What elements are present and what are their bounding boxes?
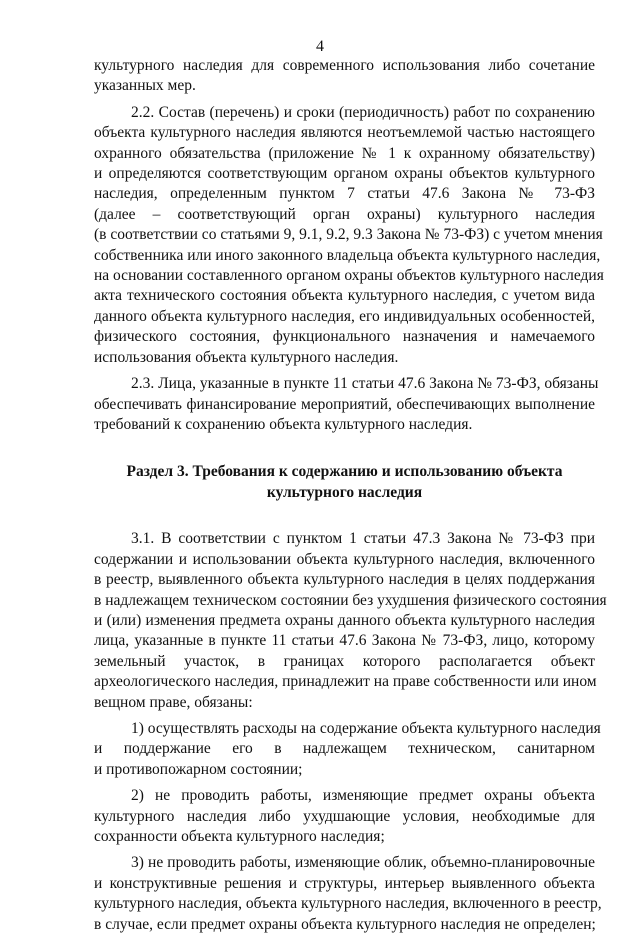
text-line: сохранности объекта культурного наследия;	[94, 828, 385, 845]
text-line: 3) не проводить работы, изменяющие облик, объемно-планировочные	[131, 854, 595, 872]
paragraph-intro	[94, 56, 595, 97]
text-line: собственника или иного законного владельца объекта культурного наследия,	[94, 246, 601, 264]
text-line: вещном праве, обязаны:	[94, 693, 253, 711]
text-line: земельный участок, в границах которого располагается объект	[94, 652, 595, 670]
paragraph-2-2	[94, 103, 604, 368]
text-line: и противопожарном состоянии;	[94, 760, 303, 778]
text-line: 2.2. Состав (перечень) и сроки (периодичность) работ по сохранению	[131, 103, 595, 121]
text-line: указанных мер.	[94, 77, 196, 95]
text-line: культурного наследия, объекта культурного наследия, включенного в реестр,	[94, 895, 602, 913]
text-line: лица, указанные в пункте 11 статьи 47.6 Закона № 73-ФЗ, лицо, которому	[94, 632, 595, 650]
text-line: охранного обязательства (приложение № 1 к охранному обязательству)	[94, 144, 595, 162]
text-line: в надлежащем техническом состоянии без ухудшения физического состояния	[94, 591, 607, 609]
text-line: обеспечивать финансирование мероприятий, обеспечивающих выполнение	[94, 395, 595, 413]
paragraph-2-3	[94, 374, 599, 435]
heading-line: Раздел 3. Требования к содержанию и использованию объекта	[126, 463, 563, 481]
text-line: акта технического состояния объекта культурного наследия, с учетом вида	[94, 287, 595, 305]
text-line: данного объекта культурного наследия, его индивидуальных особенностей,	[94, 307, 595, 325]
text-line: и поддержание его в надлежащем техническом, санитарном	[94, 740, 595, 758]
text-line: наследия, определенным пунктом 7 статьи 47.6 Закона № 73-ФЗ	[94, 185, 595, 203]
text-line: в реестр, выявленного объекта культурного наследия в целях поддержания	[94, 571, 595, 589]
text-line: 2) не проводить работы, изменяющие предмет охраны объекта	[131, 787, 595, 805]
text-line: объекта культурного наследия являются неотъемлемой частью настоящего	[94, 124, 595, 142]
text-line: в случае, если предмет охраны объекта культурного наследия не определен;	[94, 915, 596, 933]
text-line: и определяются соответствующим органом охраны объектов культурного	[94, 165, 595, 183]
heading-line: культурного наследия	[266, 484, 423, 502]
text-line: и (или) изменения предмета охраны данного объекта культурного наследия	[94, 611, 595, 629]
text-line: и конструктивные решения и структуры, интерьер выявленного объекта	[94, 874, 595, 892]
text-line: (в соответствии со статьями 9, 9.1, 9.2, 9.3 Закона № 73-ФЗ) с учетом мнения	[94, 226, 603, 244]
text-line: археологического наследия, принадлежит на праве собственности или ином	[94, 673, 597, 691]
list-item-1	[94, 719, 601, 780]
section-3-heading	[94, 461, 595, 503]
list-item-3	[94, 853, 602, 935]
text-line: использования объекта культурного наследия.	[94, 348, 399, 366]
text-line: 3.1. В соответствии с пунктом 1 статьи 47.3 Закона № 73-ФЗ при	[131, 530, 595, 548]
text-line: на основании составленного органом охраны объектов культурного наследия	[94, 267, 604, 285]
paragraph-3-1	[94, 529, 607, 713]
text-line: культурного наследия для современного использования либо сочетание	[94, 57, 595, 74]
list-item-2	[94, 786, 595, 847]
text-line: (далее – соответствующий орган охраны) культурного наследия	[94, 205, 595, 223]
text-line: 2.3. Лица, указанные в пункте 11 статьи 47.6 Закона № 73-ФЗ, обязаны	[131, 375, 599, 393]
text-line: физического состояния, функционального назначения и намечаемого	[94, 328, 595, 346]
text-line: содержании и использовании объекта культурного наследия, включенного	[94, 550, 595, 568]
text-line: требований к сохранению объекта культурного наследия.	[94, 415, 473, 433]
text-line: культурного наследия либо ухудшающие условия, необходимые для	[94, 807, 595, 825]
text-line: 1) осуществлять расходы на содержание объекта культурного наследия	[131, 719, 601, 737]
document-body	[94, 56, 607, 935]
page-number: 4	[316, 38, 324, 55]
